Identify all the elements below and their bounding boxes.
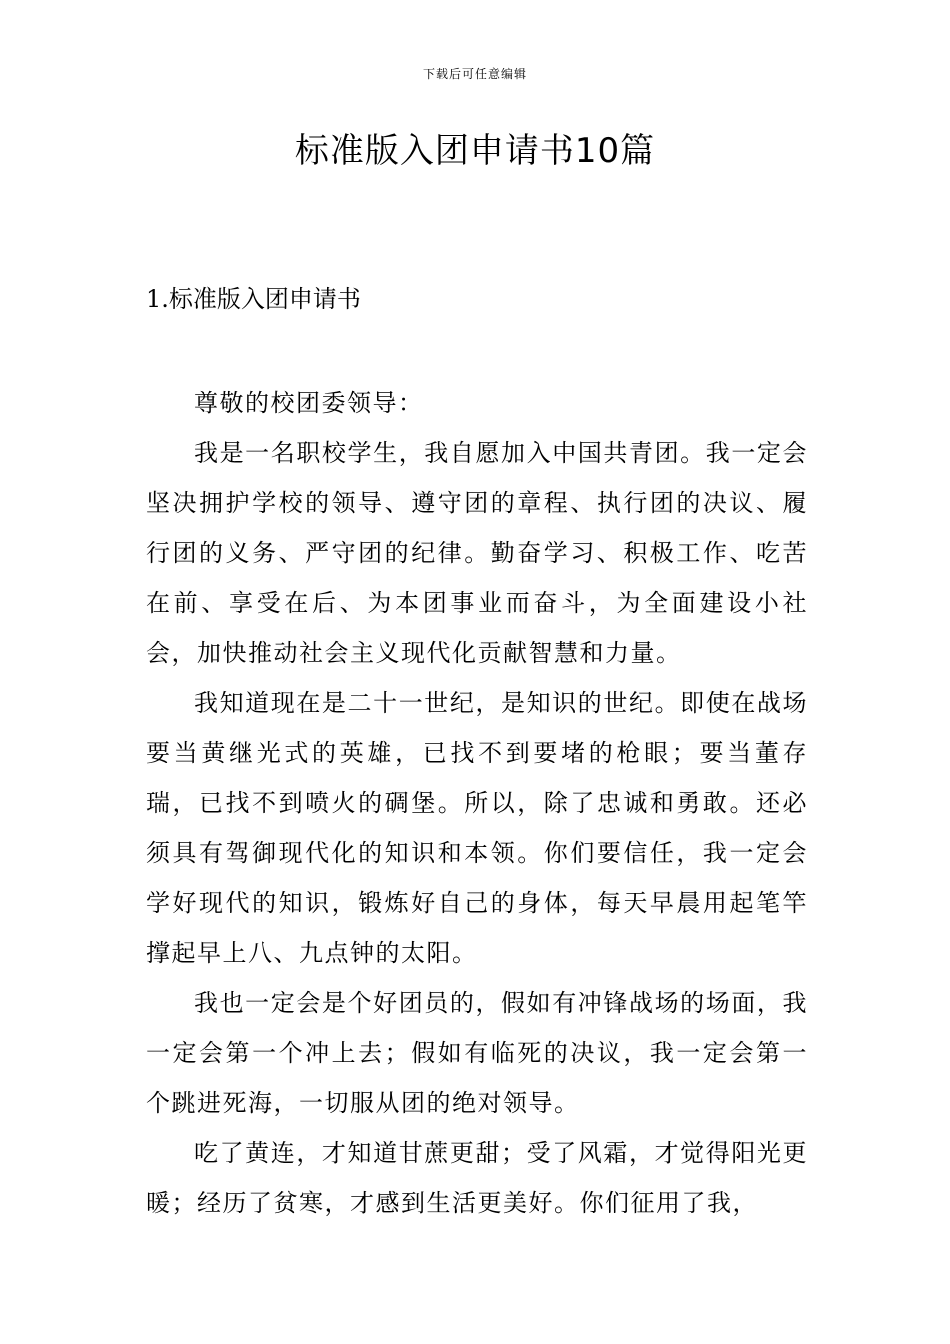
header-note: 下载后可任意编辑 bbox=[422, 67, 527, 81]
body-paragraph: 我是一名职校学生，我自愿加入中国共青团。我一定会坚决拥护学校的领导、遵守团的章程、执行团的决议、履行团的义务、严守团的纪律。勤奋学习、积极工作、吃苦在前、享受在后、为本团事业而奋斗，为全面建设小社会，加快推动社会主义现代化贡献智慧和力量。 bbox=[146, 439, 808, 667]
salutation-paragraph: 尊敬的校团委领导： bbox=[194, 389, 424, 417]
section-heading: 1.标准版入团申请书 bbox=[146, 285, 361, 313]
body-paragraph: 吃了黄连，才知道甘蔗更甜；受了风霜，才觉得阳光更暖；经历了贫寒，才感到生活更美好。你们征用了我， bbox=[146, 1139, 808, 1217]
body-paragraph: 我知道现在是二十一世纪，是知识的世纪。即使在战场要当黄继光式的英雄，已找不到要堵的枪眼；要当董存瑞，已找不到喷火的碉堡。所以，除了忠诚和勇敢。还必须具有驾御现代化的知识和本领。你们要信任，我一定会学好现代的知识，锻炼好自己的身体，每天早晨用起笔竿撑起早上八、九点钟的太阳。 bbox=[146, 689, 808, 967]
document-body bbox=[146, 378, 808, 1228]
document-title: 标准版入团申请书10篇 bbox=[294, 131, 656, 171]
body-paragraph: 我也一定会是个好团员的，假如有冲锋战场的场面，我一定会第一个冲上去；假如有临死的决议，我一定会第一个跳进死海，一切服从团的绝对领导。 bbox=[146, 989, 808, 1117]
